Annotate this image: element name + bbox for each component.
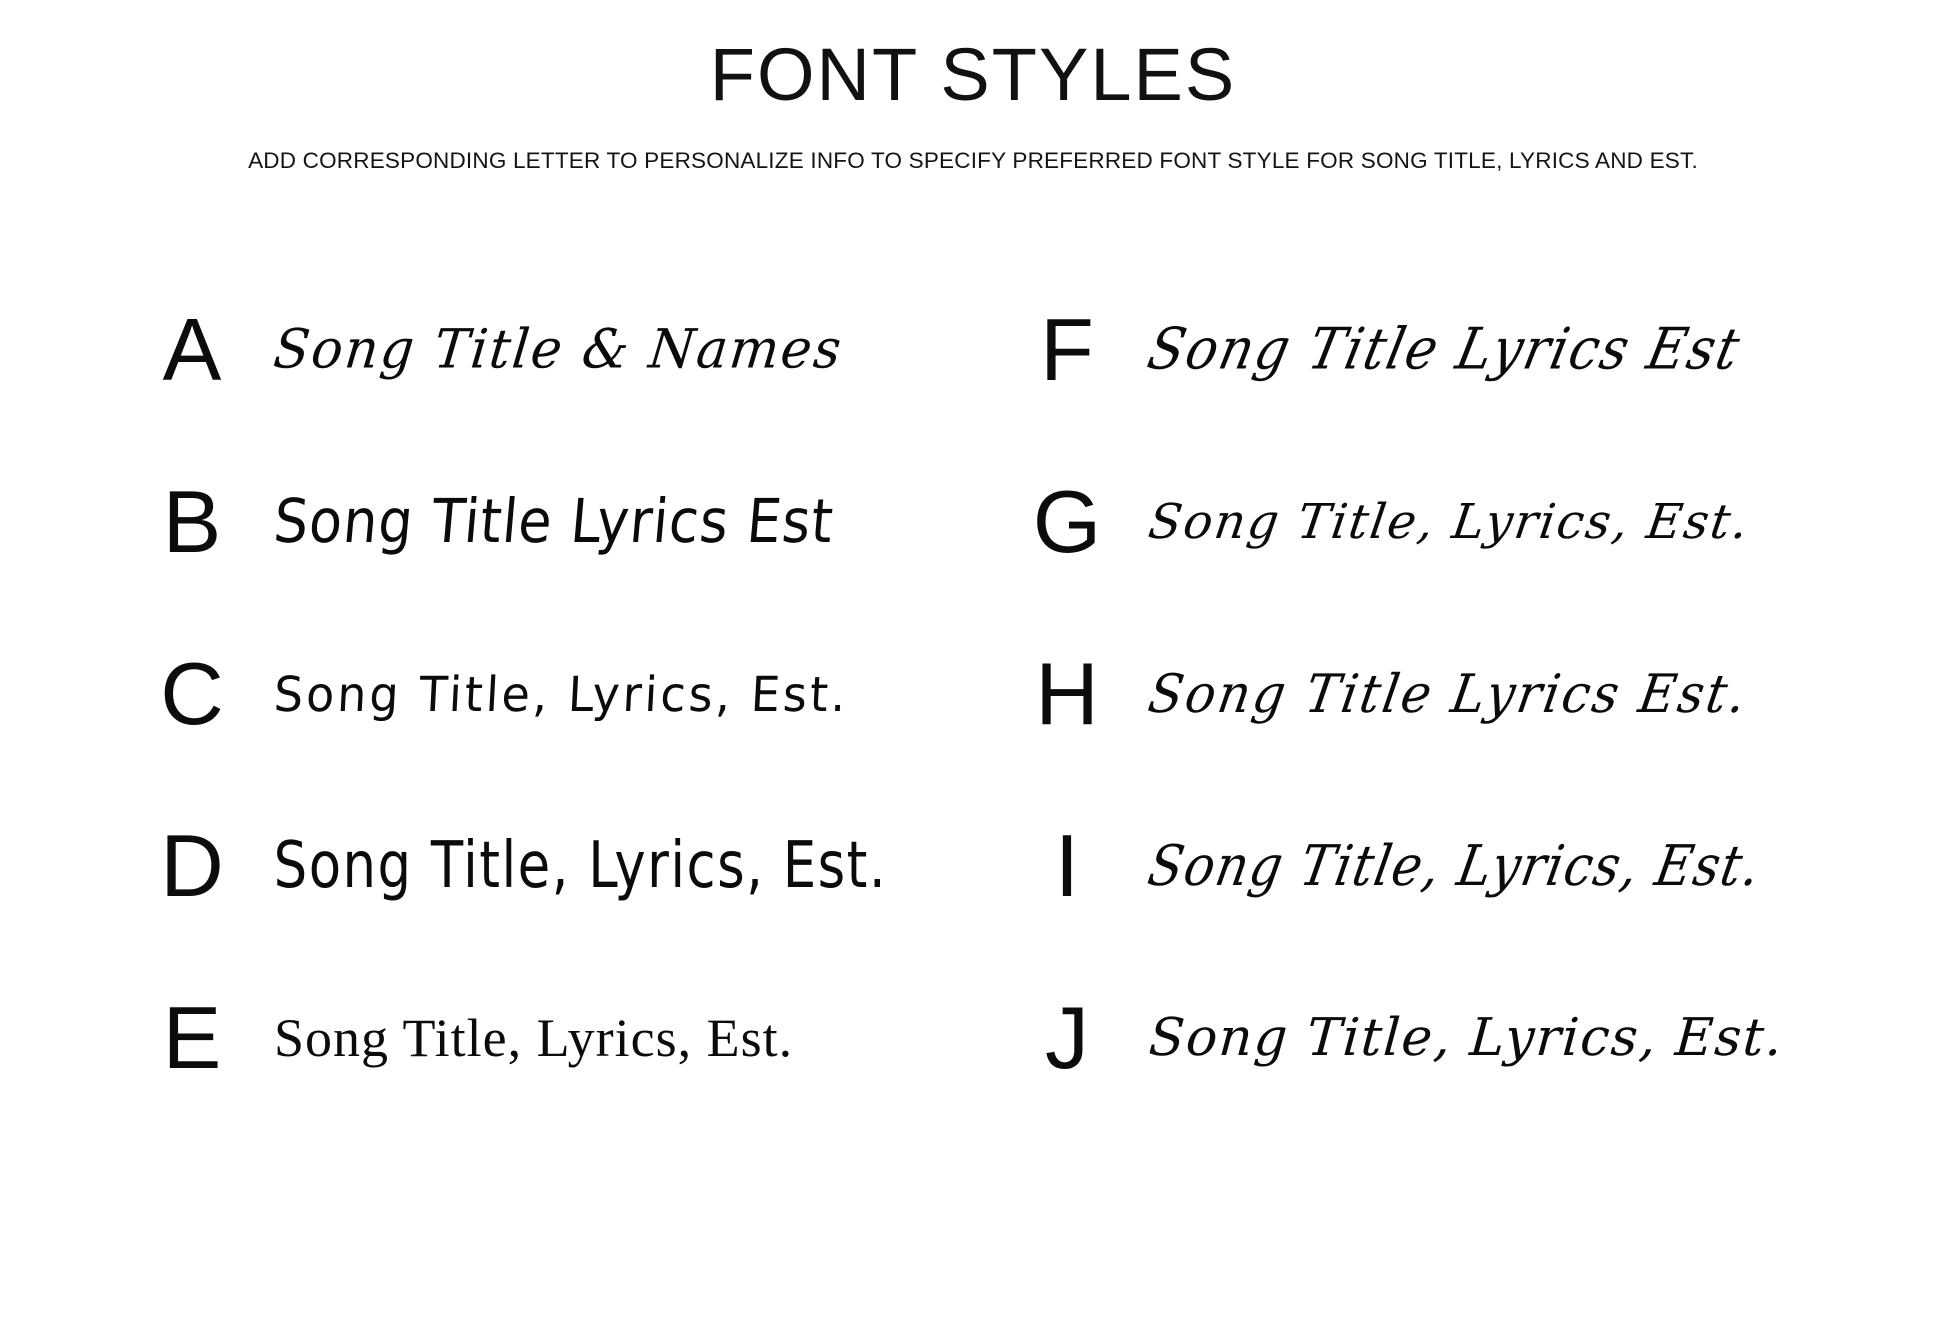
font-style-column-right xyxy=(973,264,1946,1124)
option-letter-g: G xyxy=(1032,472,1102,571)
font-style-option-i[interactable] xyxy=(973,780,1946,952)
option-sample-a: Song Title & Names xyxy=(270,318,846,381)
font-style-grid xyxy=(0,264,1946,1124)
font-style-option-a[interactable] xyxy=(0,264,973,436)
instructions-text: ADD CORRESPONDING LETTER TO PERSONALIZE INFO TO SPECIFY PREFERRED FONT STYLE FOR SONG TITLE, LYRICS AND EST. xyxy=(248,147,1698,173)
option-sample-e: Song Title, Lyrics, Est. xyxy=(274,1007,794,1068)
font-style-option-c[interactable] xyxy=(0,608,973,780)
option-sample-j: Song Title, Lyrics, Est. xyxy=(1146,1007,1786,1068)
option-letter-c: C xyxy=(160,644,224,743)
font-style-option-b[interactable] xyxy=(0,436,973,608)
option-sample-i: Song Title, Lyrics, Est. xyxy=(1143,833,1767,899)
option-letter-h: H xyxy=(1035,644,1099,743)
font-style-column-left xyxy=(0,264,973,1124)
page-title: FONT STYLES xyxy=(709,33,1237,116)
option-letter-i: I xyxy=(1054,816,1080,915)
option-letter-b: B xyxy=(162,472,222,571)
option-sample-g: Song Title, Lyrics, Est. xyxy=(1145,493,1754,550)
option-letter-d: D xyxy=(160,816,224,915)
option-sample-b: Song Title Lyrics Est xyxy=(270,485,837,557)
option-sample-d: Song Title, Lyrics, Est. xyxy=(273,827,888,903)
font-styles-sheet xyxy=(0,33,1946,1333)
option-letter-f: F xyxy=(1040,300,1094,399)
font-style-option-e[interactable] xyxy=(0,952,973,1124)
option-letter-a: A xyxy=(162,300,222,399)
font-style-option-h[interactable] xyxy=(973,608,1946,780)
option-letter-e: E xyxy=(162,988,222,1087)
option-letter-j: J xyxy=(1045,988,1089,1087)
option-sample-f: Song Title Lyrics Est xyxy=(1142,316,1747,383)
font-style-option-f[interactable] xyxy=(973,264,1946,436)
option-sample-c: Song Title, Lyrics, Est. xyxy=(272,665,851,723)
option-sample-h: Song Title Lyrics Est. xyxy=(1144,662,1753,725)
font-style-option-g[interactable] xyxy=(973,436,1946,608)
font-style-option-j[interactable] xyxy=(973,952,1946,1124)
font-style-option-d[interactable] xyxy=(0,780,973,952)
